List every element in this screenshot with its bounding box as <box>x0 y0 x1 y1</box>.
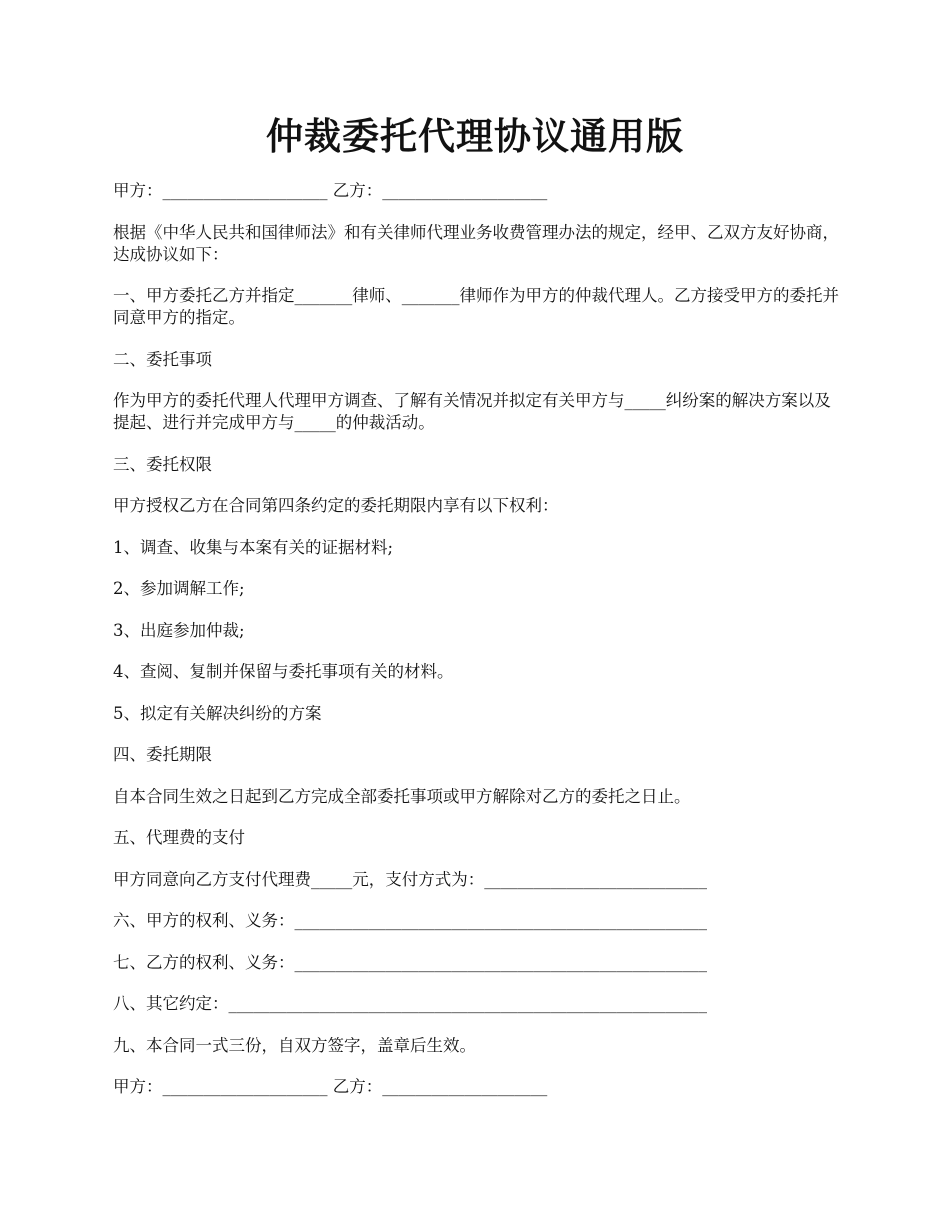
document-body <box>113 180 841 1118</box>
section-heading-2: 二、委托事项 <box>113 349 212 369</box>
clause-1-paragraph: 一、甲方委托乙方并指定_______律师、_______律师作为甲方的仲裁代理人。乙方接受甲方的委托并同意甲方的指定。 <box>113 286 839 327</box>
clause-7-paragraph: 七、乙方的权利、义务：__________________________________________________ <box>113 952 707 972</box>
list-item-1: 1、调查、收集与本案有关的证据材料; <box>113 537 394 557</box>
section-heading-4: 四、委托期限 <box>113 745 212 764</box>
preamble-paragraph: 根据《中华人民共和国律师法》和有关律师代理业务收费管理办法的规定，经甲、乙双方友好协商，达成协议如下： <box>113 222 839 264</box>
list-item-3: 3、出庭参加仲裁; <box>113 620 245 640</box>
clause-2-paragraph: 作为甲方的委托代理人代理甲方调查、了解有关情况并拟定有关甲方与_____纠纷案的解决方案以及提起、进行并完成甲方与_____的仲裁活动。 <box>113 391 831 432</box>
list-item-2: 2、参加调解工作; <box>113 579 245 598</box>
section-heading-5: 五、代理费的支付 <box>113 828 245 847</box>
clause-6-paragraph: 六、甲方的权利、义务：__________________________________________________ <box>113 911 707 930</box>
clause-5-paragraph: 甲方同意向乙方支付代理费_____元，支付方式为：___________________________ <box>113 869 707 889</box>
signature-line-top: 甲方：____________________ 乙方：____________________ <box>113 181 548 200</box>
clause-3-intro: 甲方授权乙方在合同第四条约定的委托期限内享有以下权利： <box>113 496 559 515</box>
section-heading-3: 三、委托权限 <box>113 454 212 474</box>
clause-4-paragraph: 自本合同生效之日起到乙方完成全部委托事项或甲方解除对乙方的委托之日止。 <box>113 786 691 806</box>
document-title: 仲裁委托代理协议通用版 <box>266 114 684 158</box>
signature-line-bottom: 甲方：____________________ 乙方：____________________ <box>113 1077 548 1096</box>
clause-9-paragraph: 九、本合同一式三份，自双方签字，盖章后生效。 <box>113 1035 476 1055</box>
clause-8-paragraph: 八、其它约定：__________________________________________________________ <box>113 994 707 1013</box>
list-item-5: 5、拟定有关解决纠纷的方案 <box>113 703 322 723</box>
list-item-4: 4、查阅、复制并保留与委托事项有关的材料。 <box>113 662 454 681</box>
